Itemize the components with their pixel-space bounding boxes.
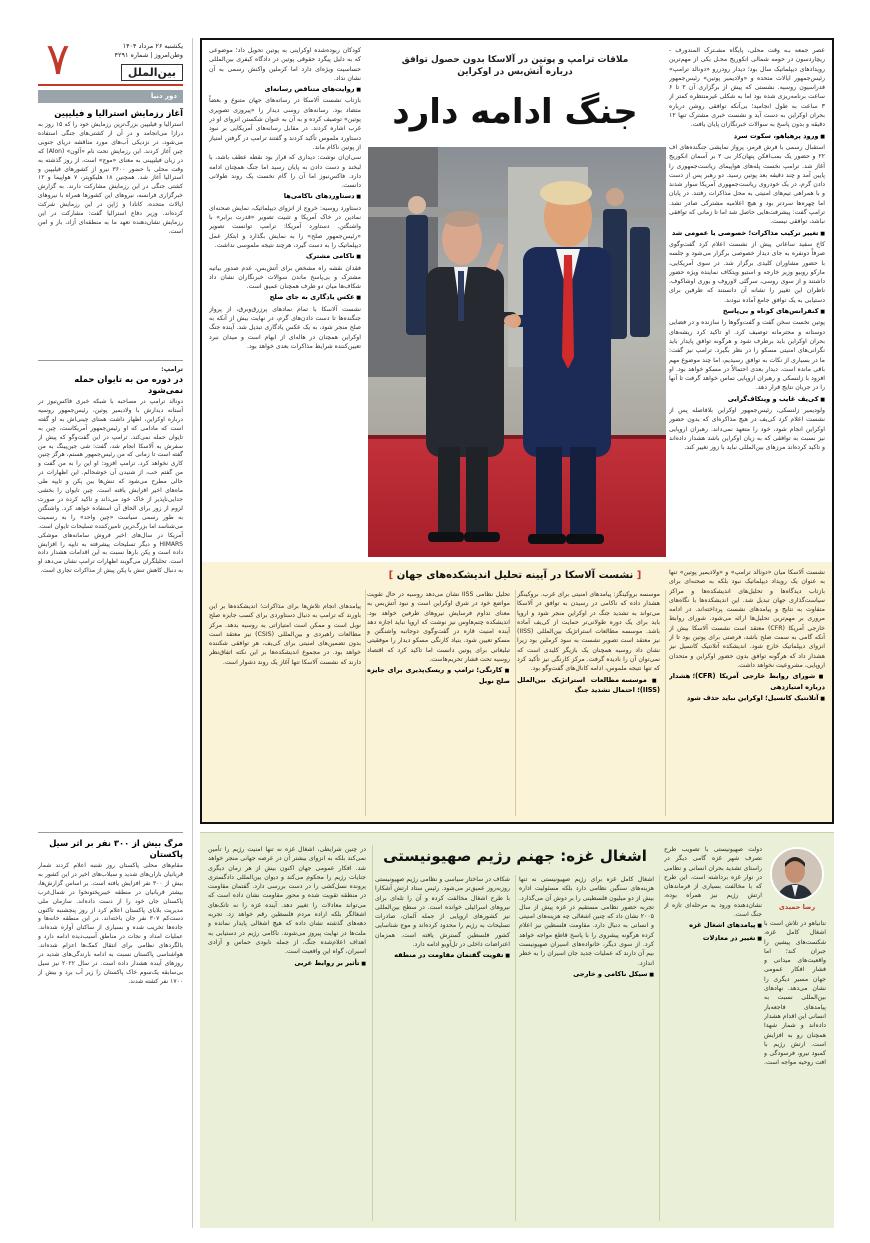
author-name: رضا حمیدی xyxy=(778,903,816,911)
paragraph: استقبال رسمی با فرش قرمز، پرواز نمایشی جنگنده‌های اف ۲۲ و حضور یک بمب‌افکن پنهان‌کار بی ۲ بر آسمان انکوریج آغاز شد. ترامپ نخست پله‌های هواپیمای ریاست‌جمهوری را پایین آمد و چند دقیقه بعد پوتین رسید. دو رهبر پس از دست دادن گرم، در یک خودروی ریاست‌جمهوری آمریکا سوار شدند و با همراهی تیم‌های امنیتی به محل مذاکرات رفتند. در پایان اما چهره‌ها سردتر بود و هیچ اعلامیه مشترکی صادر نشد. ترامپ گفت: پیشرفت‌هایی حاصل شد اما تا زمانی که توافقی نباشد، توافقی نیست. xyxy=(669,143,825,226)
think-tank-col-2 xyxy=(367,590,510,816)
opinion-sub-1: ■ پیامدهای اشغال غزه xyxy=(664,921,762,931)
think-tank-col-3-text: پیامدهای انجام تلاش‌ها برای مذاکرات؛ اندیشکده‌ها بر این باورند که ترامپ به دنبال دستاوردی برای کسب جایزه صلح نوبل است و ممکن است امتیازاتی به روسیه بدهد. مرکز مطالعات راهبردی و بین‌المللی (CSIS) نیز معتقد است بدون تضمین‌های امنیتی برای کی‌یف، هر توافقی شکننده خواهد بود. در مجموع اندیشکده‌ها بر این نکته اتفاق‌نظر دارند که نشست آلاسکا تنها آغاز یک روند دشوار است. xyxy=(209,603,361,666)
paragraph: ولودیمیر زلنسکی، رئیس‌جمهور اوکراین بلافاصله پس از نشست اعلام کرد کی‌یف در هیچ مذاکره‌ای که بدون حضور اوکراین انجام شود، خود را متعهد نمی‌داند. رهبران اروپایی نیز نسبت به توافقی که به زیان اوکراین باشد هشدار داده‌اند و تاکید کرده‌اند مرزهای بین‌المللی نباید با زور تغییر کند. xyxy=(669,406,825,452)
column-rule xyxy=(515,590,516,816)
opinion-right-under-text: نتانیاهو در تلاش است با اشغال کامل غزه، شکست‌های پیشین را جبران کند؛ اما واقعیت‌های میدانی و فشار افکار عمومی جهان مسیر دیگری را نشان می‌دهد. نهادهای بین‌المللی نسبت به پیامدهای فاجعه‌بار انسانی این اقدام هشدار داده‌اند و شمار شهدا همچنان رو به افزایش است. ارتش رژیم با کمبود نیرو، فرسودگی و افت روحیه مواجه است. xyxy=(764,920,826,1067)
subhead: ■ ناکامی مشترک xyxy=(209,252,361,262)
opinion-right-under xyxy=(764,919,826,1221)
subhead: ■ دستاوردهای ناکامی‌ها xyxy=(209,192,361,202)
section-band: دور دنیا xyxy=(38,90,183,103)
paragraph: دستاورد روسیه: خروج از انزوای دیپلماتیک، نمایش صحنه‌ای نمادین در خاک آمریکا و تثبیت تصویر «قدرت برابر» با واشنگتن. دستاورد آمریکا: ترامپ توانست تصویر «رئیس‌جمهور صلح» را به نمایش بگذارد و ابتکار عمل دیپلماتیک را به دست گیرد، هرچند نتیجه ملموسی نداشت. xyxy=(209,204,361,249)
opinion-col-1 xyxy=(519,875,654,1221)
opinion-col-3-subhead: ■ تأثیر بر روابط عربی xyxy=(208,959,366,969)
main-headline: جنگ ادامه دارد xyxy=(392,92,638,132)
paragraph: کودکان ربوده‌شده اوکراینی به پوتین تحویل داد؛ موضوعی که به دلیل پیگرد حقوقی پوتین در دادگاه کیفری بین‌المللی حساسیت ویژه‌ای دارد اما کرملین واکنش رسمی به آن نشان نداد. xyxy=(209,47,361,82)
subhead: ■ روایت‌های متناقض رسانه‌ای xyxy=(209,85,361,95)
paragraph: سی‌ان‌ان نوشت: دیداری که قرار بود نقطه عطف باشد، با لبخند و دست دادن به پایان رسید اما جنگ همچنان ادامه دارد. فاکس‌نیوز اما آن را گام نخست یک روند طولانی دانست. xyxy=(209,154,361,190)
paragraph: پوتین نخست سخن گفت و گفت‌وگوها را سازنده و در فضایی دوستانه و محترمانه توصیف کرد. او تاکید کرد ریشه‌های بحران اوکراین باید برطرف شود و هرگونه توافق پایدار باید نگرانی‌های امنیتی مسکو را در نظر بگیرد. ترامپ نیز گفت: ما در بسیاری از نکات به توافق رسیدیم، اما چند موضوع مهم باقی مانده است. دیدار بعدی احتمالاً در مسکو خواهد بود. او افزود با زلنسکی و رهبران اروپایی تماس خواهد گرفت تا آنها را در جریان نتایج قرار دهد. xyxy=(669,319,825,392)
masthead xyxy=(38,34,183,86)
column-rule xyxy=(659,875,660,1221)
story2-body: دونالد ترامپ در مصاحبه با شبکه خبری فاکس‌نیوز در آستانه دیدارش با ولادیمیر پوتین، رئیس‌جمهور روسیه درباره اوکراین، اظهار داشت همتای چینی‌اش به او گفته است که مادامی که او رئیس‌جمهور آمریکاست، چین به تایوان حمله نمی‌کند. ترامپ در این گفت‌وگو که پیش از سفرش به آلاسکا انجام شد، گفت: شی جین‌پینگ به من گفته است تا زمانی که من رئیس‌جمهور هستم، هرگز چنین کاری نخواهد کرد. ترامپ افزود: او این را به من گفت و من گفتم خب، از شنیدن آن خوشحالم. این اظهارات در حالی مطرح می‌شود که تنش‌ها بین پکن و تایپه طی ماه‌های اخیر افزایش یافته است. چین تایوان را بخشی جدایی‌ناپذیر از خاک خود می‌داند و تاکید کرده در صورت لزوم از زور برای الحاق آن استفاده خواهد کرد. واشنگتن به طور رسمی سیاست «چین واحد» را به رسمیت می‌شناسد اما بزرگ‌ترین تامین‌کننده تسلیحات تایوان است. آمریکا در سال‌های اخیر فروش سامانه‌های موشکی HIMARS و دیگر تسلیحات پیشرفته به تایپه را افزایش داده است و پکن بارها نسبت به این اقدامات هشدار داده است. تحلیلگران می‌گویند اظهارات ترامپ نشان می‌دهد او به دنبال کاهش تنش با پکن پیش از مذاکرات تجاری است. xyxy=(38,398,183,575)
date-line xyxy=(83,42,183,60)
opinion-right-text: دولت صهیونیستی با تصویب طرح تصرف شهر غزه گامی دیگر در راستای تشدید بحران انسانی و نظامی در نوار غزه برداشته است. این طرح که با مخالفت بسیاری از فرماندهان ارتش رژیم نیز همراه بوده، نشان‌دهنده ورود به مرحله‌ای تازه از جنگ است. xyxy=(664,846,762,919)
think-tank-subhead-b: ■ آتلانتیک کانسیل؛ اوکراین نباید حذف شود xyxy=(669,694,825,704)
section-name: بین‌الملل xyxy=(121,64,183,81)
subhead: ■ تغییر ترکیب مذاکرات؛ خصوصی یا عمومی شد xyxy=(669,229,825,239)
opinion-box xyxy=(200,832,834,1228)
think-tank-title xyxy=(370,570,660,581)
paragraph: بازتاب نشست آلاسکا در رسانه‌های جهان متنوع و بعضاً متضاد بود. رسانه‌های روسی دیدار را «پیروزی تصویری پوتین» توصیف کرده و به آن به عنوان شکستن انزوای او در غرب اشاره کردند. در مقابل رسانه‌های آمریکایی بر نبود دستاورد ملموس تأکید کردند و گفتند ترامپ در گرفتن امتیاز از پوتین ناکام ماند. xyxy=(209,97,361,151)
column-rule xyxy=(665,590,666,816)
think-tank-title-text: نشست آلاسکا در آیینه تحلیل اندیشکده‌های جهان xyxy=(396,570,634,581)
story2-kicker: ترامپ: xyxy=(161,365,183,373)
opinion-title: اشغال غزه: جهنم رژیم صهیونیستی xyxy=(383,847,647,865)
opinion-col-1-text: اشغال کامل غزه برای رژیم صهیونیستی نه تنها هزینه‌های سنگین نظامی دارد بلکه مسئولیت اداره بیش از دو میلیون فلسطینی را بر دوش آن می‌گذارد. تجربه حضور نظامی مستقیم در غزه پیش از سال ۲۰۰۵ نشان داد که چنین اشغالی چه هزینه‌های امنیتی و انسانی به دنبال دارد. مقاومت فلسطین نیز اعلام کرده هرگونه پیشروی را با پاسخ قاطع مواجه خواهد کرد. از سوی دیگر، خانواده‌های اسیران صهیونیست بیم آن دارند که عملیات جدید جان اسیران را به خطر اندازد. xyxy=(519,876,654,967)
divider xyxy=(38,360,183,361)
main-kicker xyxy=(370,54,660,78)
kicker-line-2: درباره آتش‌بس در اوکراین xyxy=(457,67,573,77)
think-tank-col-1-text: موسسه بروکینگز: پیامدهای امنیتی برای غرب. بروکینگز هشدار داده که ناکامی در رسیدن به توافق در آلاسکا می‌تواند به تشدید جنگ در اوکراین منجر شود و اروپا باید برای یک دوره طولانی‌تر حمایت از کی‌یف آماده باشد. موسسه مطالعات استراتژیک بین‌المللی (IISS) نیز معتقد است تصویر نشست به سود کرملین بود زیرا نشان داد روسیه همچنان یک بازیگر کلیدی است که نمی‌توان آن را نادیده گرفت. مرکز کارنگی نیز تأکید کرد که تنها نتیجه ملموس، ادامه کانال‌های گفت‌وگو بود. xyxy=(517,591,660,673)
column-rule xyxy=(515,875,516,1221)
divider xyxy=(38,832,183,833)
story2-headline: در دوره من به تایوان حمله نمی‌شود xyxy=(74,374,183,395)
think-tank-col-1 xyxy=(517,590,660,816)
subhead: ■ کی‌یف غایب و ویتکاف‌گرایی xyxy=(669,395,825,405)
summit-photo-image xyxy=(368,147,666,557)
bracket-open: [ xyxy=(636,570,642,581)
subhead: ■ عکس یادگاری به جای صلح xyxy=(209,293,361,303)
page-number: ۷ xyxy=(46,34,70,85)
paragraph: نشست آلاسکا با تمام نمادهای پرزرق‌وبرق، از پرواز جنگنده‌ها تا دست دادن‌های گرم، در نهایت بیش از آنکه به صلح منجر شود، به یک عکس یادگاری تبدیل شد. آینده جنگ اوکراین همچنان در هاله‌ای از ابهام است و میدان نبرد تعیین‌کننده شرایط مذاکرات بعدی خواهد بود. xyxy=(209,305,361,350)
opinion-right-column xyxy=(664,845,762,1221)
opinion-col-2 xyxy=(375,875,510,1221)
kicker-line-1: ملاقات ترامپ و پوتین در آلاسکا بدون حصول توافق xyxy=(401,55,629,65)
column-rule xyxy=(365,590,366,816)
issue-info: وطن‌امروز | شماره ۴۲۹۱ xyxy=(114,51,183,59)
main-story-box xyxy=(200,38,834,824)
subhead: ■ ورود پرهیاهو، سکوت سرد xyxy=(669,132,825,142)
date: یکشنبه ۲۶ مرداد ۱۴۰۴ xyxy=(122,42,183,50)
opinion-sub-2: ■ تغییر در معادلات xyxy=(664,934,762,944)
think-tank-col-2-subhead: ■ کارنگی؛ ترامپ و ریسک‌پذیری برای جایزه صلح نوبل xyxy=(367,666,510,686)
think-tank-col-2-text: تحلیل نظامی IISS نشان می‌دهد روسیه در حال تقویت مواضع خود در شرق اوکراین است و نبود آتش‌بس به معنای تداوم فرسایش نیروهای طرفین خواهد بود. اندیشکده چتم‌هاوس نیز نوشت که اروپا نباید اجازه دهد آینده امنیت قاره در گفت‌وگوی دوجانبه واشنگتن و مسکو تعیین شود. بنیاد کارنگی مسکو دیدار را موفقیتی تبلیغاتی برای پوتین دانست اما تاکید کرد که اقتصاد روسیه تحت فشار تحریم‌هاست. xyxy=(367,591,510,664)
think-tank-section xyxy=(202,562,832,822)
main-story-right-column xyxy=(669,46,825,561)
main-story-left-column xyxy=(209,46,361,561)
story1-headline: آغاز رزمایش استرالیا و فیلیپین xyxy=(54,108,183,118)
opinion-col-2-text: شکاف در ساختار سیاسی و نظامی رژیم صهیونیستی روزبه‌روز عمیق‌تر می‌شود. رئیس ستاد ارتش آشکارا با طرح اشغال مخالفت کرده و آن را تله‌ای برای نیروهای اسرائیلی خوانده است. در سطح بین‌المللی نیز کشورهای اروپایی از جمله آلمان، صادرات تسلیحات به رژیم را محدود کرده‌اند و موج شناسایی کشور فلسطین گسترش یافته است. همزمان اعتراضات داخلی در تل‌آویو ادامه دارد. xyxy=(375,876,510,949)
opinion-col-1-subhead: ■ سیکل ناکامی و خارجی xyxy=(519,970,654,980)
paragraph: عصر جمعه بـه وقت محلی، پایگاه مشـترک المندورف - ریچاردسون در حومه شمالی انکوریج محـل یکی از مهم‌ترین رویدادهای دیپلماتیک سال بود؛ دیدار رودررو «دونالد ترامپ» رئیس‌جمهور ایالات متحده و «ولادیمیر پوتین» رئیس‌جمهور فدراسیون روسیه. نشستی که پیش از برگزاری آن ۲ تا ۶ ساعت برنامه‌ریزی شده بود اما به شکلی غیرمنتظره کمتر از ۳ ساعت به طول انجامید؛ بی‌آنکه توافقی روشن درباره بحران اوکراین به دست آید و نشست خبری مشترک تنها ۱۲ دقیقه و بدون پاسخ به سوالات خبرنگاران پایان یافت. xyxy=(669,47,825,129)
opinion-col-3-text: در چنین شرایطی، اشغال غزه نه تنها امنیت رژیم را تأمین نمی‌کند بلکه به انزوای بیشتر آن در عرصه جهانی منجر خواهد شد. افکار عمومی جهان اکنون بیش از هر زمان دیگری جنایات رژیم را محکوم می‌کند و دیوان بین‌المللی دادگستری پرونده نسل‌کشی را در دست بررسی دارد. گفتمان مقاومت در منطقه تقویت شده و محور مقاومت نشان داده است که می‌تواند معادلات را تغییر دهد. آینده غزه را نه تانک‌های اشغالگر بلکه اراده مردم فلسطین رقم خواهد زد. تجربه دهه‌های گذشته نشان داده که هیچ اشغالی پایدار نمانده و ملت‌ها در نهایت پیروز می‌شوند. ناکامی رژیم در دستیابی به اهداف اعلام‌شده جنگ، از جمله نابودی حماس و آزادی اسیران، گواه این واقعیت است. xyxy=(208,846,366,956)
story1-body: استرالیا و فیلیپین بزرگ‌ترین رزمایش خود را که ۱۵ روز به درازا می‌انجامد و در آن از کشتی‌های جنگی استفاده می‌شود، در نزدیکی آب‌های مورد مناقشه دریای جنوبی چین آغاز کردند. این رزمایش تحت نام «آلون» (Alon) که در زبان فیلیپینی به معنای «موج» است، از روز گذشته به وقت محلی با حضور ۳۶۰۰ نیرو از کشورهای فیلیپین و استرالیا آغاز شد. همچنین ۱۸ هلیکوپتر، ۷ هواپیما و ۱۲ کشتی جنگی در این رزمایش مشارکت دارند. به گزارش خبرگزاری فرانسه، نیروهای این کشورها همراه با نیروهای ایالات متحده، کانادا و ژاپن در این رزمایش شرکت کرده‌اند. وزیر دفاع استرالیا گفت: مشارکت در این رزمایش نشان‌دهنده تعهد ما به منطقه‌ای آزاد، باز و امن است. xyxy=(38,121,183,235)
story3-headline: مرگ بیش از ۳۰۰ نفر بر اثر سیل پاکستان xyxy=(49,838,183,859)
subhead: ■ کنفرانس‌های کوتاه و بی‌پاسخ xyxy=(669,307,825,317)
author-avatar xyxy=(770,847,824,901)
think-tank-intro xyxy=(669,568,825,816)
news-sidebar xyxy=(38,34,183,1228)
opinion-col-3 xyxy=(208,845,366,1221)
story3-body: مقام‌های محلی پاکستان روز شنبه اعلام کردند شمار قربانیان باران‌های شدید و سیلاب‌های اخیر در این کشور به بیش از ۳۰۰ نفر افزایش یافته است. بر اساس گزارش‌ها، بیشتر قربانیان در منطقه خیبرپختونخوا در شمال‌غرب پاکستان جان خود را از دست داده‌اند. سازمان ملی مدیریت بلایای پاکستان اعلام کرد از روز پنجشنبه تاکنون دست‌کم ۳۰۷ نفر جان باخته‌اند. در این منطقه خانه‌ها و جاده‌ها تخریب شده و بسیاری از ساکنان آواره شده‌اند. عملیات امداد و نجات در مناطق آسیب‌دیده ادامه دارد و بالگردهای نظامی برای انتقال کمک‌ها اعزام شده‌اند. هواشناسی پاکستان نسبت به ادامه بارندگی‌های شدید در روزهای آینده هشدار داده است. در سال ۲۰۲۲ نیز سیل بی‌سابقه یک‌سوم خاک پاکستان را زیر آب برد و بیش از ۱۷۰۰ نفر کشته شدند. xyxy=(38,862,183,985)
think-tank-col-1-subhead: ■ موسسه مطالعات استراتژیک بین‌الملل (IISS)؛ احتمال تشدید جنگ xyxy=(517,676,660,696)
think-tank-intro-text: نشست آلاسکا میان «دونالد ترامپ» و «ولادیمیر پوتین» تنها به عنوان یک رویداد دیپلماتیک نبود بلکه به صحنه‌ای برای بازتاب دیدگاه‌ها و تحلیل‌های اندیشکده‌ها و مراکز سیاست‌گذاری جهان تبدیل شد. این اندیشکده‌ها با نگاه‌های متفاوت به نتایج و پیامدهای نشست پرداخته‌اند. در ادامه مروری بر مهم‌ترین تحلیل‌ها ارائه می‌شود. شورای روابط خارجی آمریکا (CFR) معتقد است نشست آلاسکا بیش از آنکه گامی به سمت صلح باشد، فرصتی برای پوتین بود تا از انزوای دیپلماتیک خارج شود. اندیشکده آتلانتیک کانسیل نیز هشدار داد که هرگونه توافق بدون حضور اوکراین و متحدان اروپایی، مشروعیت نخواهد داشت. xyxy=(669,569,825,669)
paragraph: کاخ سفید ساعاتی پیش از نشست اعلام کرد گفت‌وگوی صرفاً دونفره به جای دیدار خصوصی برگزار می‌شود و جلسه با حضور مشاوران کلیدی برگزار شد. در سوی آمریکایی، مارکو روبیو وزیر خارجه و استیو ویتکاف نماینده ویژه حضور داشتند و از سوی روسی، سرگئی لاوروف و یوری اوشاکوف. ناظران این تغییر را نشانه آن دانستند که طرفین برای دستیابی به یک توافق جامع آماده نبودند. xyxy=(669,240,825,304)
opinion-col-2-subhead: ■ تقویت گفتمان مقاومت در منطقه xyxy=(375,951,510,961)
think-tank-col-3 xyxy=(209,602,361,816)
column-rule xyxy=(372,845,373,1221)
paragraph: فقدان نقشه راه مشخص برای آتش‌بس، عدم صدور بیانیه مشترک و بی‌پاسخ ماندن سوالات خبرنگاران نشان داد شکاف‌ها میان دو طرف همچنان عمیق است. xyxy=(209,264,361,291)
summit-photo xyxy=(368,147,666,557)
column-rule xyxy=(192,38,193,1228)
think-tank-subhead-a: ■ شورای روابط خارجی آمریکا (CFR)؛ هشدار درباره امتیازدهی xyxy=(669,672,825,692)
author-avatar-image xyxy=(770,849,822,901)
bracket-close: ] xyxy=(388,570,394,581)
